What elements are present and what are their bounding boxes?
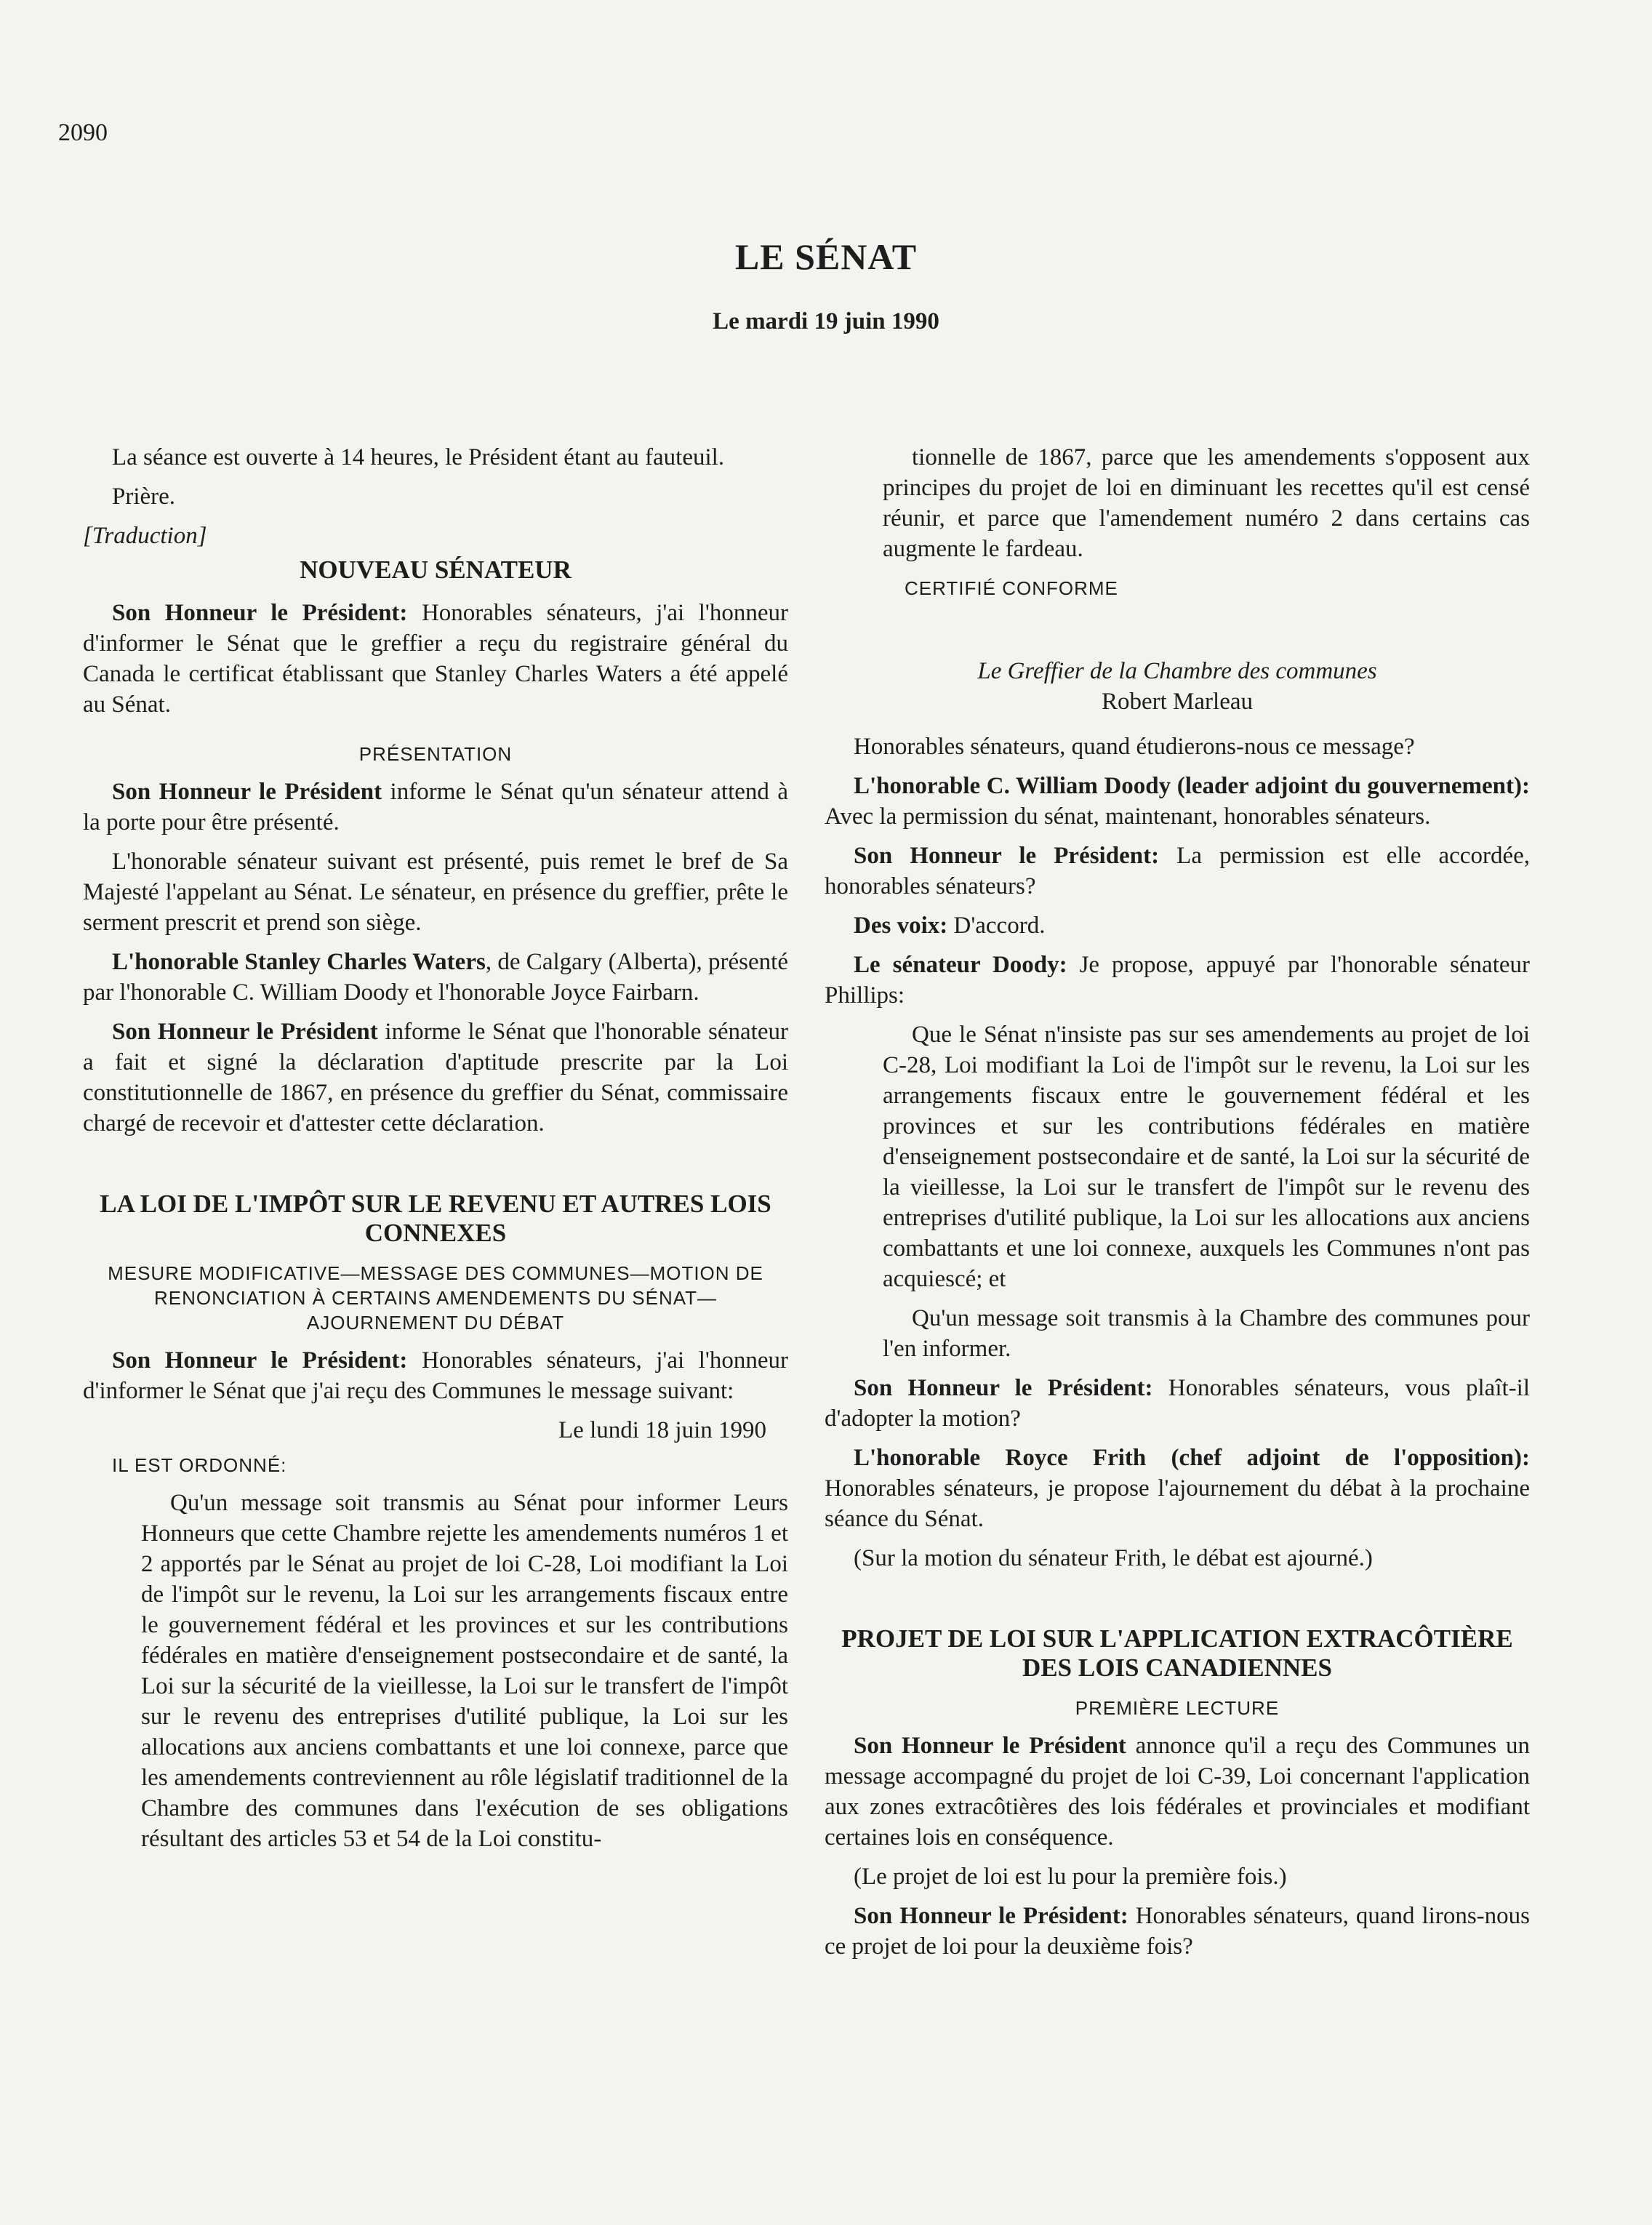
speaker-paragraph — [825, 1901, 1530, 1962]
speech-text: Honorables sénateurs, j'ai l'honneur d'informer le Sénat que j'ai reçu des Communes le message suivant: — [83, 1347, 788, 1404]
speaker-name: Des voix: — [854, 913, 948, 939]
speaker-paragraph — [83, 1017, 788, 1139]
speaker-name: Son Honneur le Président — [112, 779, 382, 805]
speaker-paragraph — [83, 598, 788, 720]
message-body-continued: tionnelle de 1867, parce que les amendements s'opposent aux principes du projet de loi en diminuant les recettes qu'il est censé réunir, et parce que l'amendement numéro 2 dans certains cas augmente le fardeau. — [883, 444, 1530, 562]
speaker-paragraph — [825, 1731, 1530, 1853]
motion-paragraph: Qu'un message soit transmis à la Chambre des communes pour l'en informer. — [883, 1305, 1530, 1362]
speaker-name: L'honorable Royce Frith (chef adjoint de l'opposition): — [854, 1445, 1530, 1471]
opening-paragraph: La séance est ouverte à 14 heures, le Président étant au fauteuil. — [112, 444, 725, 470]
speaker-name: Son Honneur le Président: — [854, 1375, 1153, 1401]
speaker-paragraph — [825, 1373, 1530, 1434]
left-column — [83, 442, 788, 1863]
right-column — [825, 442, 1530, 1971]
section-heading-new-senator: NOUVEAU SÉNATEUR — [300, 556, 572, 584]
speaker-name: Son Honneur le Président — [112, 1019, 378, 1045]
message-quote-continued — [883, 442, 1530, 564]
certified-label: CERTIFIÉ CONFORME — [905, 577, 1118, 599]
message-date: Le lundi 18 juin 1990 — [558, 1417, 766, 1443]
section-heading-income-tax: LA LOI DE L'IMPÔT SUR LE REVENU ET AUTRES LOIS CONNEXES — [100, 1190, 771, 1247]
section-heading-offshore-bill: PROJET DE LOI SUR L'APPLICATION EXTRACÔTIÈRE DES LOIS CANADIENNES — [841, 1624, 1513, 1682]
speaker-name: Son Honneur le Président — [854, 1733, 1126, 1759]
page-title: LE SÉNAT — [734, 236, 918, 277]
narrative-paragraph: L'honorable sénateur suivant est présenté, puis remet le bref de Sa Majesté l'appelant au Sénat. Le sénateur, en présence du greffier, prête le serment prescrit et prend son siège. — [83, 849, 788, 936]
subheading-first-reading: PREMIÈRE LECTURE — [1075, 1697, 1280, 1719]
speaker-name: Le sénateur Doody: — [854, 952, 1067, 978]
speaker-name: Son Honneur le Président: — [854, 843, 1160, 869]
question-paragraph: Honorables sénateurs, quand étudierons-nous ce message? — [854, 734, 1415, 760]
speech-text: informe le Sénat qu'un sénateur attend à la porte pour être présenté. — [83, 779, 788, 835]
sitting-date: Le mardi 19 juin 1990 — [713, 308, 939, 334]
speaker-paragraph — [83, 947, 788, 1008]
ordered-label: IL EST ORDONNÉ: — [112, 1454, 287, 1476]
speaker-paragraph — [83, 1345, 788, 1406]
speaker-name: Son Honneur le Président: — [112, 600, 408, 626]
speaker-name: Son Honneur le Président: — [112, 1347, 408, 1374]
speaker-name: L'honorable C. William Doody (leader adjoint du gouvernement): — [854, 773, 1530, 799]
speech-text: Honorables sénateurs, vous plaît-il d'adopter la motion? — [825, 1375, 1530, 1432]
speaker-paragraph — [825, 771, 1530, 832]
speech-text: informe le Sénat que l'honorable sénateur a fait et signé la déclaration d'aptitude prescrite par la Loi constitutionnelle de 1867, en présence du greffier du Sénat, commissaire chargé de recevoir et d'attester cette déclaration. — [83, 1019, 788, 1136]
speech-text: D'accord. — [947, 913, 1046, 939]
speech-text: , de Calgary (Alberta), présenté par l'honorable C. William Doody et l'honorable Joyce Fairbarn. — [83, 949, 788, 1006]
speaker-paragraph — [825, 1443, 1530, 1534]
speaker-paragraph — [825, 950, 1530, 1011]
message-quote — [141, 1488, 788, 1854]
speech-text: Avec la permission du sénat, maintenant, honorables sénateurs. — [825, 803, 1431, 830]
speaker-paragraph — [825, 841, 1530, 902]
prayer-paragraph: Prière. — [112, 484, 176, 510]
signature-name: Robert Marleau — [1101, 689, 1253, 715]
motion-quote — [883, 1019, 1530, 1364]
speech-text: La permission est elle accordée, honorables sénateurs? — [825, 843, 1530, 899]
speech-text: Honorables sénateurs, je propose l'ajournement du débat à la prochaine séance du Sénat. — [825, 1475, 1530, 1532]
signature-block — [825, 656, 1530, 717]
speech-text: Honorables sénateurs, quand lirons-nous ce projet de loi pour la deuxième fois? — [825, 1903, 1530, 1960]
message-body: Qu'un message soit transmis au Sénat pour informer Leurs Honneurs que cette Chambre rejette les amendements numéros 1 et 2 apportés par le Sénat au projet de loi C-28, Loi modifiant la Loi de l'impôt sur le revenu, la Loi sur les arrangements fiscaux entre le gouvernement fédéral et les provinces et sur les contributions fédérales en matière d'enseignement postsecondaire et de santé, la Loi sur la sécurité de la vieillesse, la Loi sur le transfert de l'impôt sur le revenu des entreprises d'utilité publique, la Loi sur les allocations aux anciens combattants et une loi connexe, parce que les amendements contreviennent au rôle législatif traditionnel de la Chambre des communes dans l'exécution de ses obligations résultant des articles 53 et 54 de la Loi constitu- — [141, 1490, 788, 1852]
subheading-presentation: PRÉSENTATION — [358, 743, 513, 765]
procedural-note: (Sur la motion du sénateur Frith, le débat est ajourné.) — [854, 1545, 1373, 1571]
speaker-name: Son Honneur le Président: — [854, 1903, 1128, 1929]
speech-text: annonce qu'il a reçu des Communes un message accompagné du projet de loi C-39, Loi concernant l'application aux zones extracôtières des lois fédérales et provinciales et modifiant certaines lois en conséquence. — [825, 1733, 1530, 1851]
speech-text: Je propose, appuyé par l'honorable sénateur Phillips: — [825, 952, 1530, 1009]
subheading-amending-measure: MESURE MODIFICATIVE—MESSAGE DES COMMUNES—MOTION DE RENONCIATION À CERTAINS AMENDEMENTS DU SÉNAT—AJOURNEMENT DU DÉBAT — [108, 1262, 763, 1334]
page-number: 2090 — [58, 119, 108, 146]
translation-tag: [Traduction] — [83, 523, 207, 549]
speaker-name: L'honorable Stanley Charles Waters — [112, 949, 486, 975]
speaker-paragraph — [825, 910, 1530, 941]
speech-text: Honorables sénateurs, j'ai l'honneur d'informer le Sénat que le greffier a reçu du registraire général du Canada le certificat établissant que Stanley Charles Waters a été appelé au Sénat. — [83, 600, 788, 718]
motion-paragraph: Que le Sénat n'insiste pas sur ses amendements au projet de loi C-28, Loi modifiant la Loi de l'impôt sur le revenu, la Loi sur les arrangements fiscaux entre le gouvernement fédéral et les provinces et sur les contributions fédérales en matière d'enseignement postsecondaire et de santé, la Loi sur la sécurité de la vieillesse, la Loi sur le transfert de l'impôt sur le revenu des entreprises d'utilité publique, la Loi sur les allocations aux anciens combattants et une loi connexe, auxquels les Communes n'ont pas acquiescé; et — [883, 1022, 1530, 1292]
signature-title: Le Greffier de la Chambre des communes — [977, 658, 1377, 684]
procedural-note: (Le projet de loi est lu pour la première fois.) — [854, 1864, 1287, 1890]
speaker-paragraph — [83, 777, 788, 838]
